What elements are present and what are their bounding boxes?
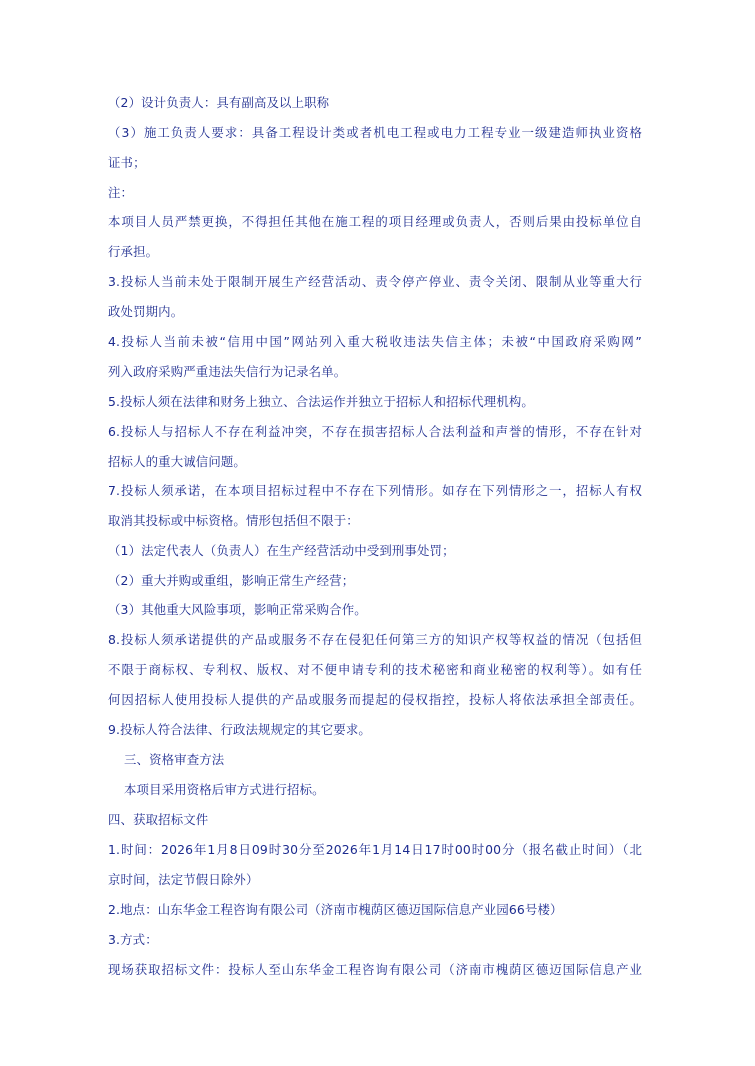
text-line: 8.投标人须承诺提供的产品或服务不存在侵犯任何第三方的知识产权等权益的情况（包括但 <box>108 632 642 647</box>
text-line: 列入政府采购严重违法失信行为记录名单。 <box>108 364 347 379</box>
text-line: （3）施工负责人要求：具备工程设计类或者机电工程或电力工程专业一级建造师执业资格 <box>108 125 642 140</box>
text-line: 6.投标人与招标人不存在利益冲突，不存在损害招标人合法利益和声誉的情形，不存在针对 <box>108 424 642 439</box>
text-line: （2）设计负责人：具有副高及以上职称 <box>108 95 330 110</box>
text-line: 2.地点：山东华金工程咨询有限公司（济南市槐荫区德迈国际信息产业园66号楼） <box>108 902 563 917</box>
text-line: 5.投标人须在法律和财务上独立、合法运作并独立于招标人和招标代理机构。 <box>108 394 534 409</box>
text-line: 不限于商标权、专利权、版权、对不便申请专利的技术秘密和商业秘密的权利等）。如有任 <box>108 662 642 677</box>
text-line: 招标人的重大诚信问题。 <box>108 454 246 469</box>
text-line: 何因招标人使用投标人提供的产品或服务而提起的侵权指控，投标人将依法承担全部责任。 <box>108 692 642 707</box>
text-line: 3.方式： <box>108 932 158 947</box>
text-line: 本项目采用资格后审方式进行招标。 <box>124 782 325 797</box>
text-line: （2）重大并购或重组，影响正常生产经营； <box>108 573 355 588</box>
text-line: 京时间，法定节假日除外） <box>108 872 259 887</box>
text-line: 证书； <box>108 155 146 170</box>
text-line: 9.投标人符合法律、行政法规规定的其它要求。 <box>108 722 371 737</box>
text-line: 7.投标人须承诺，在本项目招标过程中不存在下列情形。如存在下列情形之一，招标人有权 <box>108 483 642 498</box>
text-line: 3.投标人当前未处于限制开展生产经营活动、责令停产停业、责令关闭、限制从业等重大行 <box>108 274 642 289</box>
text-line: （1）法定代表人（负责人）在生产经营活动中受到刑事处罚； <box>108 543 455 558</box>
section-heading: 三、资格审查方法 <box>124 752 225 767</box>
text-line: 4.投标人当前未被“信用中国”网站列入重大税收违法失信主体；未被“中国政府采购网” <box>108 334 642 349</box>
text-line: 现场获取招标文件：投标人至山东华金工程咨询有限公司（济南市槐荫区德迈国际信息产业 <box>108 962 642 977</box>
section-heading: 四、获取招标文件 <box>108 812 209 827</box>
text-line: 行承担。 <box>108 244 159 259</box>
text-line: 政处罚期内。 <box>108 304 184 319</box>
text-line: 本项目人员严禁更换，不得担任其他在施工程的项目经理或负责人，否则后果由投标单位自 <box>108 214 642 229</box>
text-line: 取消其投标或中标资格。情形包括但不限于： <box>108 513 359 528</box>
text-line: 1.时间：2026年1月8日09时30分至2026年1月14日17时00时00分（报名截止时间）（北 <box>108 842 642 857</box>
text-line: 注： <box>108 185 134 200</box>
text-line: （3）其他重大风险事项，影响正常采购合作。 <box>108 602 367 617</box>
